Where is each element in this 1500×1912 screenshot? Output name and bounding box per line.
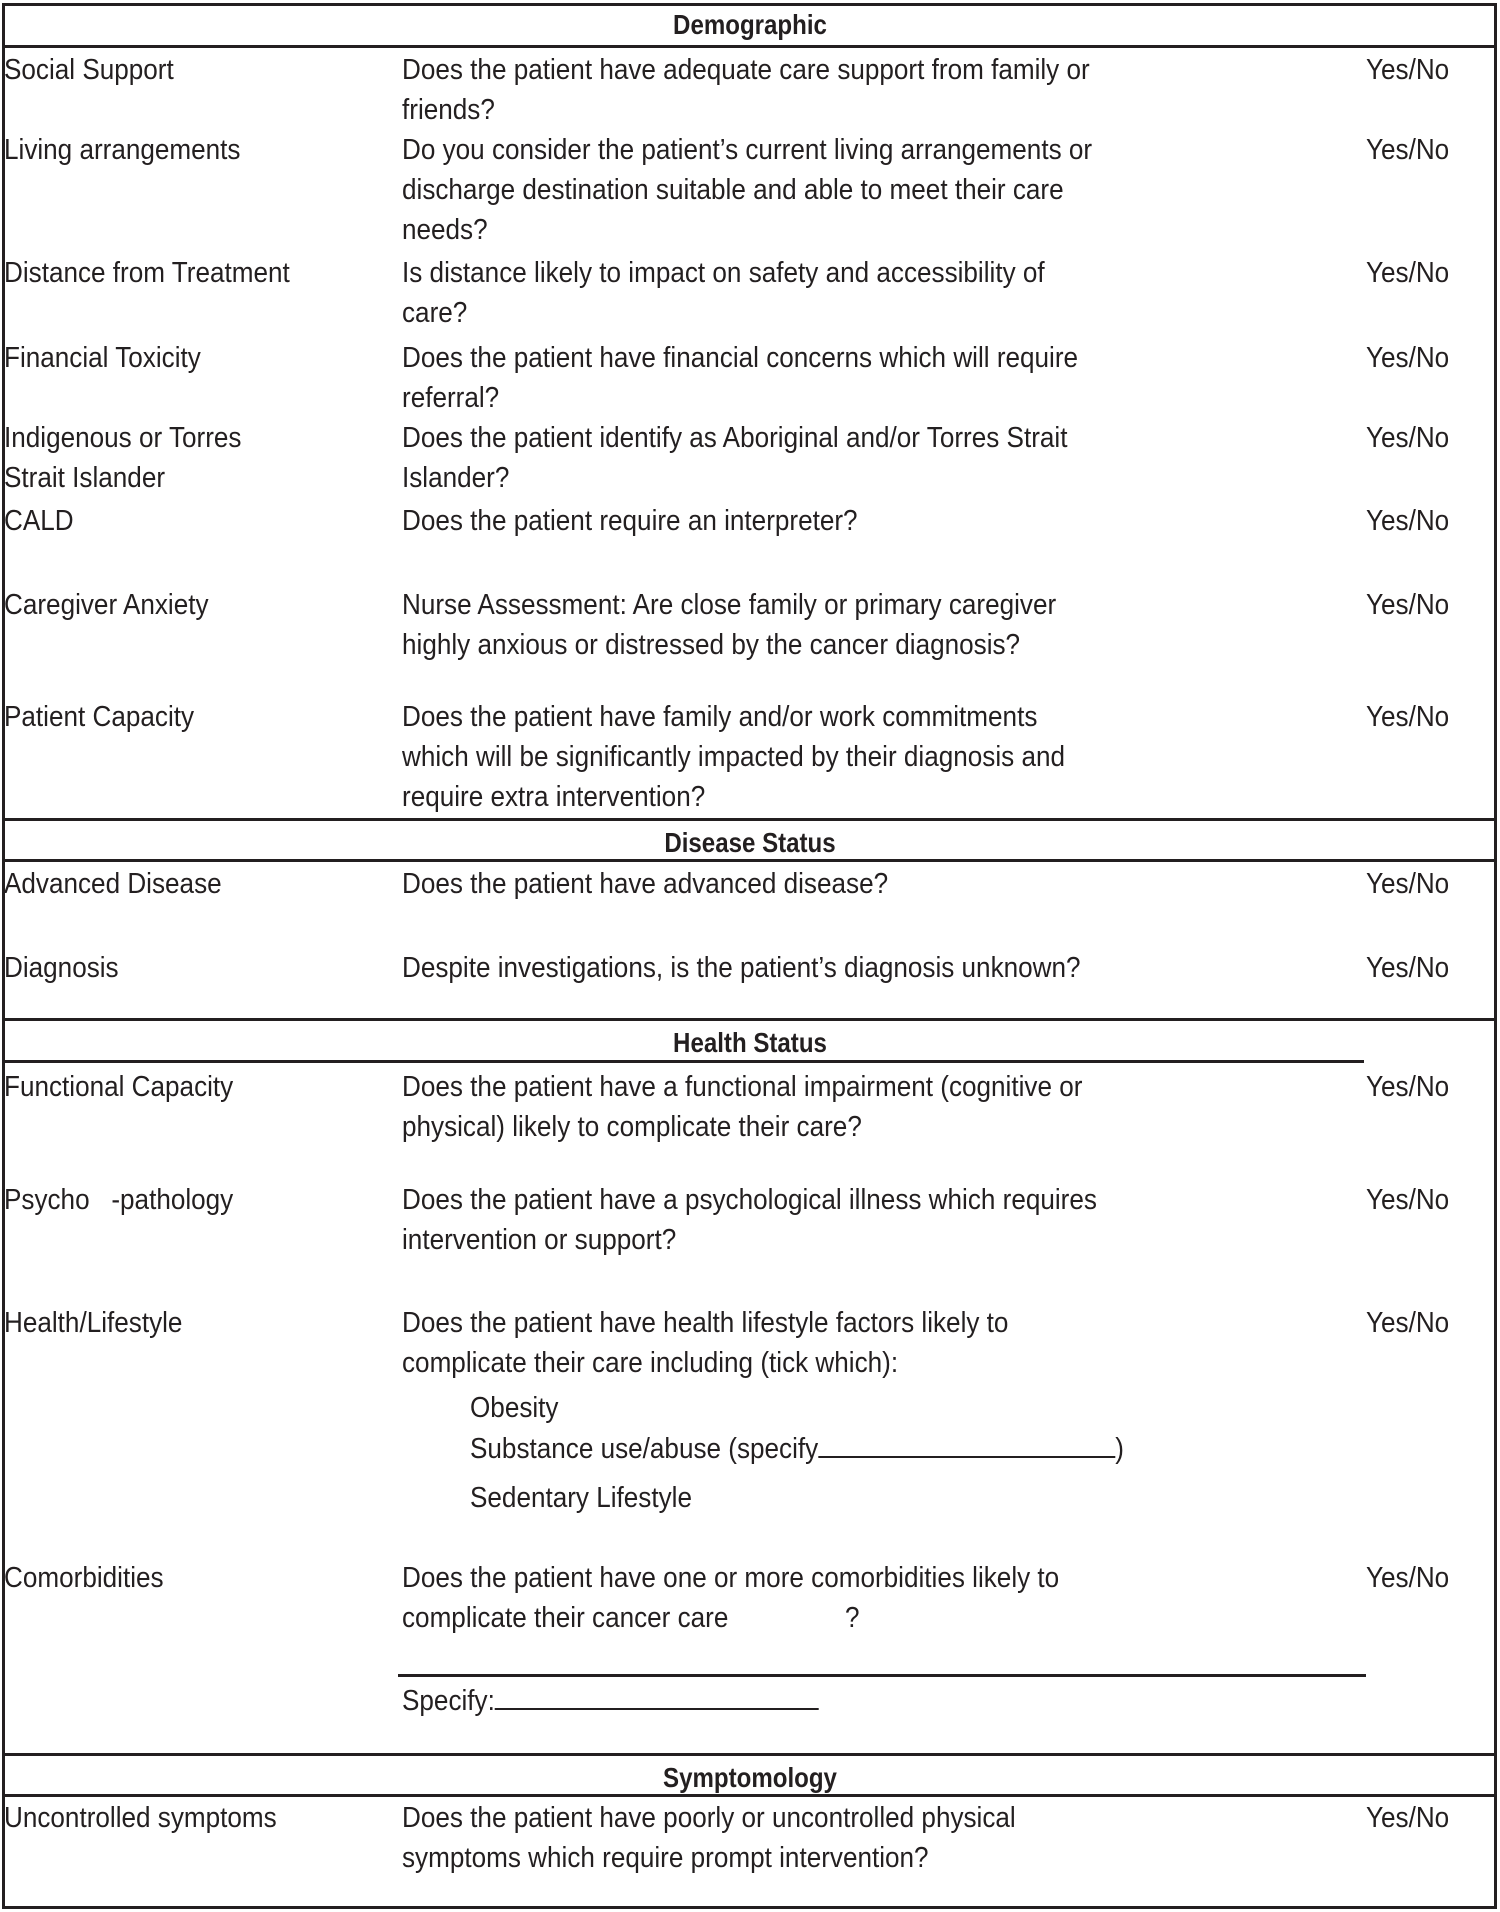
divider <box>2 1753 1497 1756</box>
question-text: physical) likely to complicate their care? <box>402 1111 862 1143</box>
option-substance-use[interactable] <box>470 1428 1124 1469</box>
yes-no-answer[interactable]: Yes/No <box>1366 589 1450 621</box>
row-label-living-arrangements: Living arrangements <box>4 134 241 166</box>
question-text: referral? <box>402 382 500 414</box>
row-label-financial-toxicity: Financial Toxicity <box>4 342 201 374</box>
question-text: Does the patient have health lifestyle factors likely to <box>402 1307 1009 1339</box>
divider <box>398 1674 1366 1677</box>
question-text: require extra intervention? <box>402 781 706 813</box>
yes-no-answer[interactable]: Yes/No <box>1366 342 1450 374</box>
question-text: intervention or support? <box>402 1224 677 1256</box>
yes-no-answer[interactable]: Yes/No <box>1366 257 1450 289</box>
divider <box>2 1018 1497 1021</box>
row-label-diagnosis: Diagnosis <box>4 952 119 984</box>
divider <box>2 859 1497 862</box>
question-text: care? <box>402 297 468 329</box>
substance-specify-field[interactable] <box>818 1428 1115 1458</box>
row-label-functional-capacity: Functional Capacity <box>4 1071 234 1103</box>
row-label-health-lifestyle: Health/Lifestyle <box>4 1307 183 1339</box>
row-label-cald: CALD <box>4 505 74 537</box>
row-label-patient-capacity: Patient Capacity <box>4 701 195 733</box>
specify-field[interactable] <box>495 1680 819 1710</box>
yes-no-answer[interactable]: Yes/No <box>1366 1802 1450 1834</box>
question-text: Is distance likely to impact on safety and accessibility of <box>402 257 1045 289</box>
option-substance-label: Substance use/abuse (specify <box>470 1433 819 1465</box>
divider <box>2 1794 1497 1797</box>
question-text: Does the patient have one or more comorbidities likely to <box>402 1562 1060 1594</box>
yes-no-answer[interactable]: Yes/No <box>1366 952 1450 984</box>
yes-no-answer[interactable]: Yes/No <box>1366 868 1450 900</box>
row-label-distance: Distance from Treatment <box>4 257 290 289</box>
section-header-symptomology: Symptomology <box>663 1762 837 1793</box>
section-header-health-status: Health Status <box>673 1027 827 1058</box>
question-text: highly anxious or distressed by the cancer diagnosis? <box>402 629 1021 661</box>
question-text: Does the patient have family and/or work commitments <box>402 701 1038 733</box>
question-text: needs? <box>402 214 488 246</box>
question-text: Do you consider the patient’s current living arrangements or <box>402 134 1093 166</box>
yes-no-answer[interactable]: Yes/No <box>1366 1071 1450 1103</box>
section-header-demographic: Demographic <box>673 9 827 40</box>
yes-no-answer[interactable]: Yes/No <box>1366 1307 1450 1339</box>
option-obesity[interactable]: Obesity <box>470 1392 559 1424</box>
question-text: Does the patient identify as Aboriginal and/or Torres Strait <box>402 422 1068 454</box>
question-text: Despite investigations, is the patient’s diagnosis unknown? <box>402 952 1081 984</box>
question-text: Does the patient require an interpreter? <box>402 505 858 537</box>
question-text: complicate their care including (tick which): <box>402 1347 899 1379</box>
row-label-advanced-disease: Advanced Disease <box>4 868 222 900</box>
specify-label: Specify: <box>402 1685 495 1717</box>
question-text: Does the patient have poorly or uncontrolled physical <box>402 1802 1016 1834</box>
question-text: discharge destination suitable and able to meet their care <box>402 174 1064 206</box>
comorbidities-specify[interactable] <box>402 1680 819 1721</box>
yes-no-answer[interactable]: Yes/No <box>1366 505 1450 537</box>
divider <box>2 818 1497 821</box>
question-text: Islander? <box>402 462 510 494</box>
question-text: symptoms which require prompt intervention? <box>402 1842 929 1874</box>
question-text: Does the patient have a psychological illness which requires <box>402 1184 1097 1216</box>
row-label-indigenous: Indigenous or Torres <box>4 422 242 454</box>
yes-no-answer[interactable]: Yes/No <box>1366 422 1450 454</box>
question-text: Does the patient have advanced disease? <box>402 868 889 900</box>
yes-no-answer[interactable]: Yes/No <box>1366 54 1450 86</box>
question-text: Nurse Assessment: Are close family or primary caregiver <box>402 589 1057 621</box>
yes-no-answer[interactable]: Yes/No <box>1366 1562 1450 1594</box>
row-label-caregiver-anxiety: Caregiver Anxiety <box>4 589 209 621</box>
yes-no-answer[interactable]: Yes/No <box>1366 1184 1450 1216</box>
row-label-psychopathology: Psycho -pathology <box>4 1184 234 1216</box>
section-header-disease-status: Disease Status <box>664 827 836 858</box>
row-label-social-support: Social Support <box>4 54 174 86</box>
yes-no-answer[interactable]: Yes/No <box>1366 701 1450 733</box>
row-label-indigenous-cont: Strait Islander <box>4 462 166 494</box>
question-text: which will be significantly impacted by their diagnosis and <box>402 741 1065 773</box>
yes-no-answer[interactable]: Yes/No <box>1366 134 1450 166</box>
divider <box>2 45 1497 48</box>
option-substance-close: ) <box>1115 1433 1124 1465</box>
question-text: Does the patient have financial concerns which will require <box>402 342 1079 374</box>
row-label-uncontrolled-symptoms: Uncontrolled symptoms <box>4 1802 277 1834</box>
row-label-comorbidities: Comorbidities <box>4 1562 164 1594</box>
question-text: Does the patient have a functional impairment (cognitive or <box>402 1071 1083 1103</box>
question-mark: ? <box>845 1602 860 1634</box>
question-text: friends? <box>402 94 495 126</box>
divider <box>2 1060 1364 1063</box>
option-sedentary-lifestyle[interactable]: Sedentary Lifestyle <box>470 1482 692 1514</box>
question-text: complicate their cancer care <box>402 1602 729 1634</box>
question-text: Does the patient have adequate care support from family or <box>402 54 1090 86</box>
